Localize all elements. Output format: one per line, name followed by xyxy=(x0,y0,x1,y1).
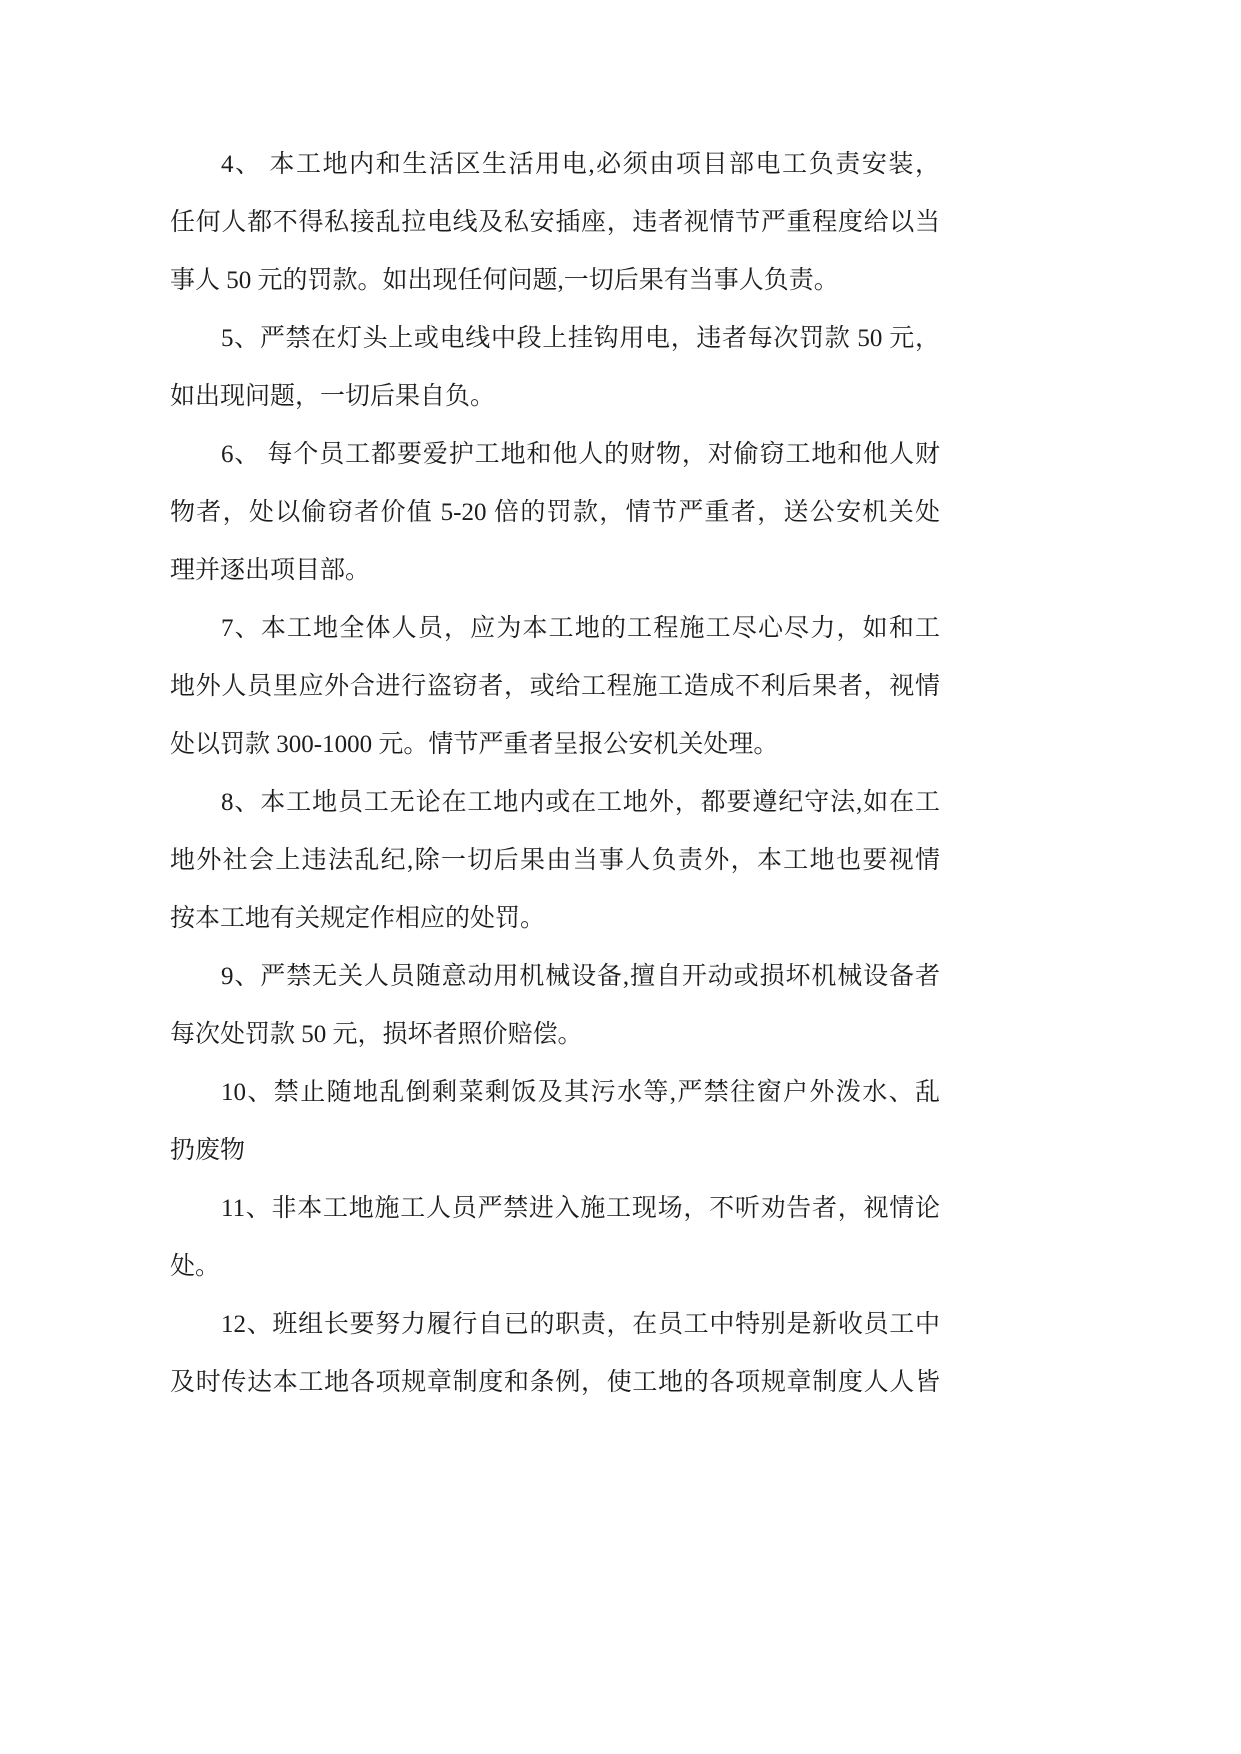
text-line: 每次处罚款 50 元，损坏者照价赔偿。 xyxy=(170,1021,583,1048)
text-line: 按本工地有关规定作相应的处罚。 xyxy=(170,905,546,932)
text-line: 7、本工地全体人员，应为本工地的工程施工尽心尽力，如和工 xyxy=(221,615,940,642)
text-line: 扔废物 xyxy=(170,1137,246,1164)
document-body xyxy=(170,136,940,1412)
text-line: 10、禁止随地乱倒剩菜剩饭及其污水等,严禁往窗户外泼水、乱 xyxy=(221,1079,940,1106)
text-line: 地外社会上违法乱纪,除一切后果由当事人负责外，本工地也要视情 xyxy=(170,847,940,874)
text-line: 如出现问题，一切后果自负。 xyxy=(170,383,496,410)
text-line: 事人 50 元的罚款。如出现任何问题,一切后果有当事人负责。 xyxy=(170,267,839,294)
text-line: 处。 xyxy=(170,1253,221,1280)
text-line: 及时传达本工地各项规章制度和条例，使工地的各项规章制度人人皆 xyxy=(170,1369,940,1396)
text-line: 4、 本工地内和生活区生活用电,必须由项目部电工负责安装， xyxy=(221,151,940,178)
text-line: 地外人员里应外合进行盗窃者，或给工程施工造成不利后果者，视情 xyxy=(170,673,940,700)
text-line: 任何人都不得私接乱拉电线及私安插座，违者视情节严重程度给以当 xyxy=(170,209,940,236)
text-line: 理并逐出项目部。 xyxy=(170,557,371,584)
text-line: 11、非本工地施工人员严禁进入施工现场，不听劝告者，视情论 xyxy=(221,1195,940,1222)
paragraph-item-7 xyxy=(170,600,940,774)
text-line: 物者，处以偷窃者价值 5-20 倍的罚款，情节严重者，送公安机关处 xyxy=(170,499,940,526)
paragraph-item-8 xyxy=(170,774,940,948)
text-line: 8、本工地员工无论在工地内或在工地外，都要遵纪守法,如在工 xyxy=(221,789,940,816)
text-line: 处以罚款 300-1000 元。情节严重者呈报公安机关处理。 xyxy=(170,731,779,758)
paragraph-item-6 xyxy=(170,426,940,600)
paragraph-item-11 xyxy=(170,1180,940,1296)
text-line: 5、严禁在灯头上或电线中段上挂钩用电，违者每次罚款 50 元， xyxy=(221,325,940,352)
paragraph-item-10 xyxy=(170,1064,940,1180)
text-line: 9、严禁无关人员随意动用机械设备,擅自开动或损坏机械设备者 xyxy=(221,963,940,990)
paragraph-item-12 xyxy=(170,1296,940,1412)
paragraph-item-9 xyxy=(170,948,940,1064)
text-line: 12、班组长要努力履行自已的职责，在员工中特别是新收员工中 xyxy=(221,1311,940,1338)
paragraph-item-5 xyxy=(170,310,940,426)
paragraph-item-4 xyxy=(170,136,940,310)
text-line: 6、 每个员工都要爱护工地和他人的财物，对偷窃工地和他人财 xyxy=(221,441,940,468)
